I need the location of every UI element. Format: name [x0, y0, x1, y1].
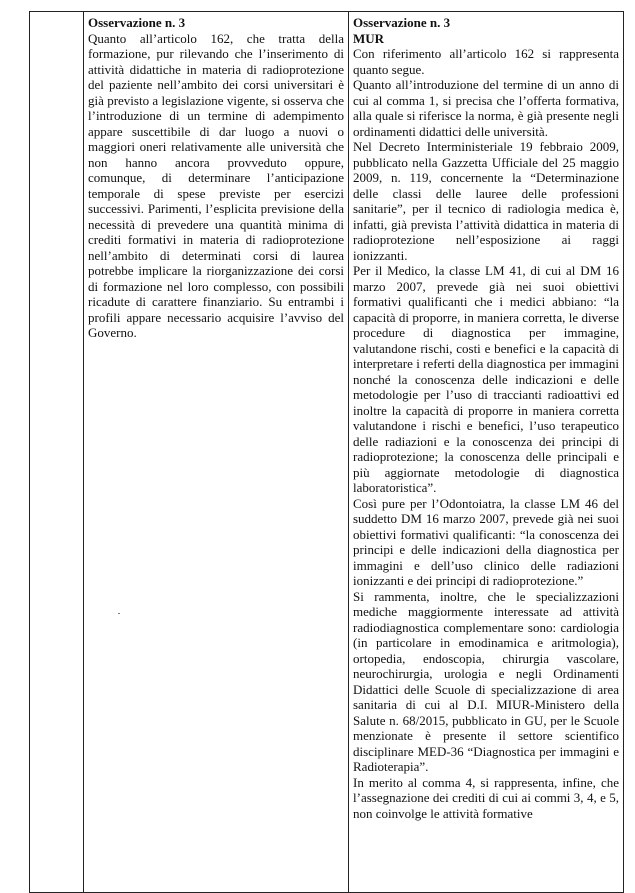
- response-paragraph: Quanto all’introduzione del termine di un anno di cui al comma 1, si precisa che l’offerta formativa, alla quale si riferisce la norma, è già presente negli ordinamenti didattici delle università.: [353, 77, 619, 139]
- table-row: [30, 12, 624, 893]
- observations-table: [29, 11, 624, 893]
- observation-title: Osservazione n. 3: [88, 15, 186, 30]
- response-title: Osservazione n. 3: [353, 15, 451, 30]
- response-cell: [349, 12, 624, 893]
- response-paragraph: Così pure per l’Odontoiatra, la classe LM 46 del suddetto DM 16 marzo 2007, prevede già nei suoi obiettivi formativi qualificanti: “la conoscenza dei principi e delle indicazioni della diagnostica per immagini e dell’uso clinico delle radiazioni ionizzanti e dei principi di radioprotezione.”: [353, 495, 619, 588]
- response-ministry: MUR: [353, 30, 385, 46]
- response-paragraph: Con riferimento all’articolo 162 si rappresenta quanto segue.: [353, 46, 619, 77]
- observation-cell: [84, 12, 349, 893]
- empty-margin-cell: [30, 12, 84, 893]
- response-paragraph: Per il Medico, la classe LM 41, di cui al DM 16 marzo 2007, prevede già nei suoi obiettivi formativi qualificanti che i medici abbiano: “la capacità di proporre, in maniera corretta, le diverse procedure di diagnostica per immagine, valutandone rischi, costi e benefici e la capacità di interpretare i referti della diagnostica per immagini nonché la conoscenza delle indicazioni e delle metodologie per l’uso di traccianti radioattivi ed inoltre la capacità di proporre in maniera corretta valutandone i rischi e benefici, l’uso terapeutico delle radiazioni e la conoscenza dei principi di radioprotezione; la conoscenza delle principali e più aggiornate metodologie di diagnostica laboratoristica”.: [353, 263, 619, 495]
- observation-text: Quanto all’articolo 162, che tratta della formazione, pur rilevando che l’inserimento di attività didattiche in materia di radioprotezione del paziente nell’ambito dei corsi universitari è già previsto a legislazione vigente, si osserva che l’introduzione di un termine di adempimento appare suscettibile di dar luogo a nuovi o maggiori oneri relativamente alle università che non hanno ancora provveduto oppure, comunque, di determinare l’anticipazione temporale di spese previste per esercizi successivi. Parimenti, l’esplicita previsione della necessità di prevedere una quantità minima di crediti formativi in materia di radioprotezione nell’ambito di determinati corsi di laurea potrebbe implicare la riorganizzazione dei corsi di formazione nel loro complesso, con possibili ricadute di carattere finanziario. Su entrambi i profili appare necessario acquisire l’avviso del Governo.: [88, 30, 344, 340]
- response-paragraph: Nel Decreto Interministeriale 19 febbraio 2009, pubblicato nella Gazzetta Ufficiale del 25 maggio 2009, n. 119, concernente la “Determinazione delle classi delle lauree delle professioni sanitarie”, per il tecnico di radiologia medica è, infatti, già prevista l’attività didattica in materia di radioprotezione nell’esposizione ai raggi ionizzanti.: [353, 139, 619, 263]
- response-paragraph: Si rammenta, inoltre, che le specializzazioni mediche maggiormente interessate ad attività radiodiagnostica complementare sono: cardiologia (in particolare in emodinamica e aritmologia), ortopedia, endoscopia, chirurgia vascolare, neurochirurgia, urologia e negli Ordinamenti Didattici delle Scuole di specializzazione di area sanitaria di cui al D.I. MIUR-Ministero della Salute n. 68/2015, pubblicato in GU, per le Scuole menzionate è presente il settore scientifico disciplinare MED-36 “Diagnostica per immagini e Radioterapia”.: [353, 588, 619, 774]
- scan-speck: [118, 613, 120, 614]
- response-paragraph: In merito al comma 4, si rappresenta, infine, che l’assegnazione dei crediti di cui ai commi 3, 4, e 5, non coinvolge le attività formative: [353, 774, 619, 821]
